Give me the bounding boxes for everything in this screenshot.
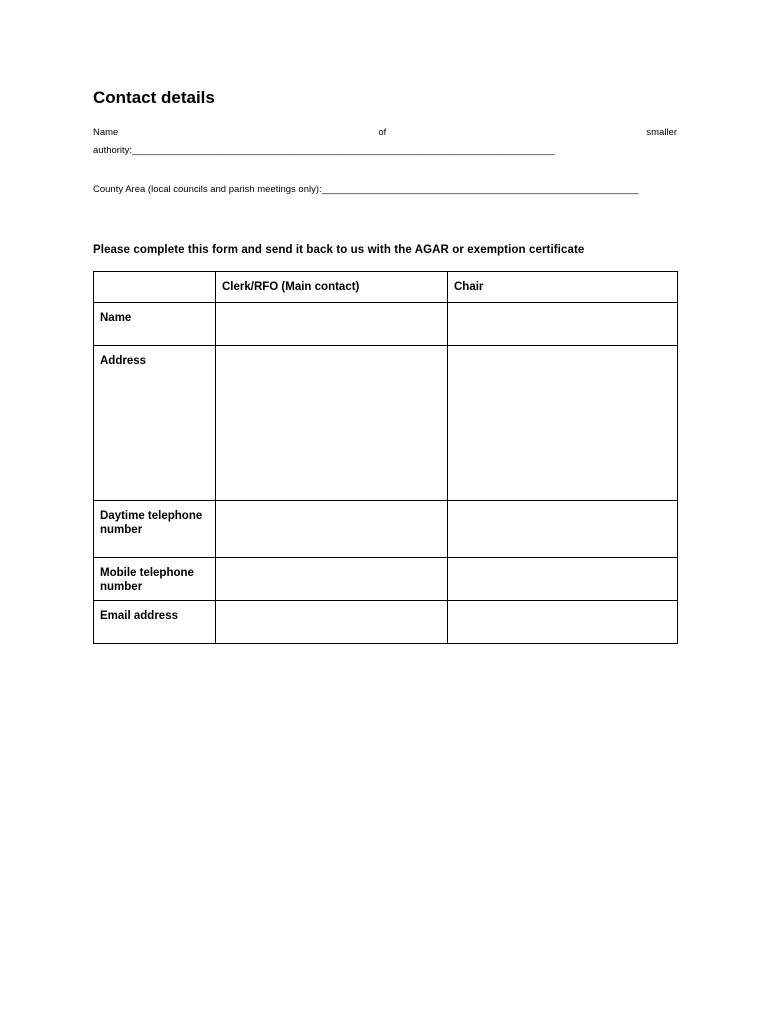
header-empty-cell xyxy=(94,272,216,303)
authority-field-line[interactable]: authority:________________________________________________________________________________ xyxy=(93,145,555,156)
chair-daytime-phone-cell[interactable] xyxy=(448,501,678,558)
row-label-text: Email address xyxy=(100,610,178,622)
clerk-address-cell[interactable] xyxy=(216,346,448,501)
header-chair: Chair xyxy=(448,272,678,303)
chair-name-cell[interactable] xyxy=(448,303,678,346)
row-label-mobile-phone xyxy=(94,558,216,601)
page-title: Contact details xyxy=(93,88,215,107)
chair-mobile-phone-cell[interactable] xyxy=(448,558,678,601)
authority-label-name: Name xyxy=(93,127,119,138)
table-row xyxy=(94,303,678,346)
row-label-text: Mobile telephone number xyxy=(100,567,194,593)
row-label-name xyxy=(94,303,216,346)
row-label-daytime-phone xyxy=(94,501,216,558)
table-row xyxy=(94,601,678,644)
county-area-field-line[interactable]: County Area (local councils and parish meetings only):____________________________________________________________ xyxy=(93,184,639,195)
row-label-address xyxy=(94,346,216,501)
authority-name-line xyxy=(93,127,677,138)
table-header-row xyxy=(94,272,678,303)
table-row xyxy=(94,501,678,558)
clerk-daytime-phone-cell[interactable] xyxy=(216,501,448,558)
row-label-text: Daytime telephone number xyxy=(100,510,203,536)
contact-table xyxy=(93,271,678,644)
chair-address-cell[interactable] xyxy=(448,346,678,501)
header-clerk-rfo: Clerk/RFO (Main contact) xyxy=(216,272,448,303)
clerk-mobile-phone-cell[interactable] xyxy=(216,558,448,601)
form-instruction: Please complete this form and send it back to us with the AGAR or exemption certificate xyxy=(93,244,585,256)
clerk-email-cell[interactable] xyxy=(216,601,448,644)
chair-email-cell[interactable] xyxy=(448,601,678,644)
row-label-email xyxy=(94,601,216,644)
table-row xyxy=(94,346,678,501)
clerk-name-cell[interactable] xyxy=(216,303,448,346)
table-row xyxy=(94,558,678,601)
authority-label-of: of xyxy=(378,127,387,138)
row-label-text: Address xyxy=(100,355,147,367)
row-label-text: Name xyxy=(100,312,132,324)
authority-label-smaller: smaller xyxy=(646,127,677,138)
